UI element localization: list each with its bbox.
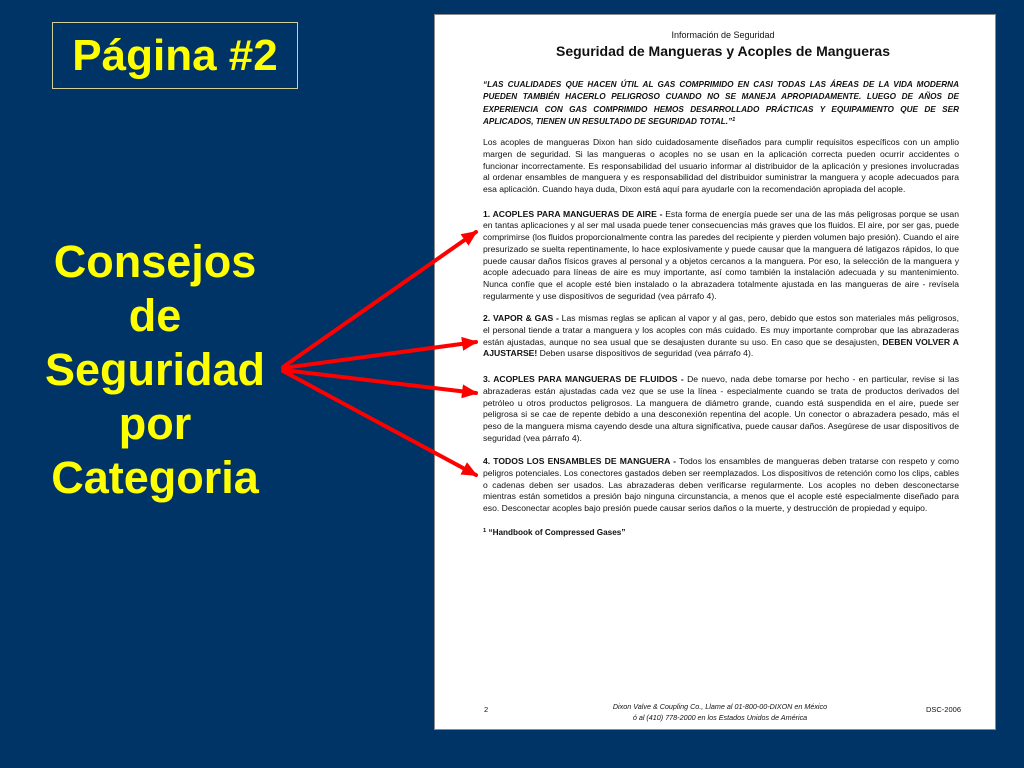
footer-contact-line: ó al (410) 778-2000 en los Estados Unidos de América: [632, 712, 808, 722]
document-intro: Los acoples de mangueras Dixon han sido cuidadosamente diseñados para cumplir requisitos específicos con un amplio margen de seguridad. Si las mangueras o acoples no se usan en la aplicación correcta pueden ocurrir accidentes o funcionar incorrectamente. Es responsabilidad del usuario informar al distribuidor de la aplicación y presiones involucradas al ordenar ensambles de manguera y es responsabilidad del distribuidor suministrar la manguera y acople adecuados para esa aplicación. Cuando haya duda, Dixon está aquí para ayudarle con la recomendación apropiada del acople.: [483, 137, 959, 194]
section-steam-gas: [483, 313, 959, 360]
document-footnote: [483, 527, 959, 538]
section-heading: 3. ACOPLES PARA MANGUERAS DE FLUIDOS -: [483, 374, 684, 385]
section-body-after: Deben usarse dispositivos de seguridad (vea párrafo 4).: [539, 348, 754, 359]
section-emphasis: DEBEN VOLVER A AJUSTARSE!: [483, 336, 959, 359]
quote-text: “LAS CUALIDADES QUE HACEN ÚTIL AL GAS COMPRIMIDO EN CASI TODAS LAS ÁREAS DE LA VIDA MODERNA PUEDEN TAMBIÉN HACERLO PELIGROSO CUANDO NO SE MANEJA APROPIADAMENTE. LUEGO DE AÑOS DE EXPERIENCIA CON GAS COMPRIMIDO HEMOS DESARROLLADO PRÁCTICAS Y EQUIPAMIENTO QUE DE SER APLICADOS, TIENEN UN RESULTADO DE SEGURIDAD TOTAL.”: [483, 80, 959, 126]
section-body: Esta forma de energía puede ser una de las más peligrosas porque se usan en tantas aplicaciones y al ser mal usada puede tener consecuencias más graves que los fluidos. El aire, por ser gas, puede comprimirse (los fluidos proporcionalmente contra las paredes del recipiente y pierden volumen bajo presión). Cuando el aire presurizado se suelta repentinamente, lo hace explosivamente y puede causar que la manguera dé latigazos rápidos, lo que puede causar daños físicos graves al personal y a objetos cercanos a la manguera. Por eso, la selección de la manguera y acople adecuado para líneas de aire es muy importante, así como también la instalación adecuada y su mantenimiento. Nunca confíe que el acople esté bien instalado o la abrazadera totalmente ajustada en las mangueras de aire - revísela regularmente y use dispositivos de seguridad (vea párrafo 4).: [483, 208, 959, 301]
slide-title-box: [52, 22, 298, 89]
section-heading: 2. VAPOR & GAS -: [483, 313, 559, 324]
footer-contact-line: Dixon Valve & Coupling Co., Llame al 01-800-00-DIXON en México: [612, 702, 828, 711]
footnote-text: “Handbook of Compressed Gases”: [488, 527, 626, 537]
side-heading-line: de: [128, 290, 182, 341]
document-kicker: Información de Seguridad: [671, 30, 775, 40]
footer-contact: [585, 702, 855, 723]
footer-page-number: 2: [484, 705, 489, 714]
document-page-image: [435, 15, 995, 729]
footnote-marker: 1: [483, 528, 487, 535]
section-body: De nuevo, nada debe tomarse por hecho - en particular, revise si las abrazaderas están ajustadas cada vez que se use la línea - especialmente cuando se trata de productos derivados del petróleo u otros productos peligrosos. La manguera de diámetro grande, cuando está suspendida en el aire, puede ser peligrosa si se cae de repente debido a una desconexión repentina del acople. Un conector o abrazadera pesado, más el peso de la manguera misma cayendo desde una altura significativa, puede causar daños. Asegúrese de usar dispositivos de seguridad (vea párrafo 4).: [483, 374, 959, 443]
document-body: [483, 79, 959, 538]
side-heading: [30, 235, 280, 505]
side-heading-line: Seguridad: [44, 344, 266, 395]
section-air-hoses: [483, 209, 959, 303]
section-heading: 1. ACOPLES PARA MANGUERAS DE AIRE -: [483, 208, 663, 219]
side-heading-line: Categoria: [51, 452, 259, 503]
document-quote: [483, 79, 959, 128]
footnote-reference: 1: [732, 117, 736, 124]
section-fluid-hoses: [483, 374, 959, 444]
section-body: Las mismas reglas se aplican al vapor y al gas, pero, debido que estos son materiales más peligrosos, el personal tiende a tratar a manguera y los acoples con más cuidado. Es muy importante comprobar que las abrazaderas están ajustadas, aunque no sea usual que se desajusten durante su uso. En caso que se desajusten,: [483, 313, 959, 347]
section-body: Todos los ensambles de mangueras deben tratarse con respeto y como peligros potenciales. Los conectores gastados deben ser reemplazados. Los dispositivos de retención como los clips, cables o cadenas deben ser usados. Las abrazaderas deben verificarse regularmente. Los acoples no deben desconectarse mientras están sometidos a presión bajo ninguna circunstancia, a menos que el acople esté especialmente diseñado para eso. Desconectar acoples bajo presión puede causar serios daños o la muerte, y destrucción de propiedad y equipo.: [483, 456, 959, 514]
document-title: Seguridad de Mangueras y Acoples de Mangueras: [555, 43, 891, 59]
side-heading-line: Consejos: [53, 236, 257, 287]
footer-document-code: DSC-2006: [925, 705, 961, 714]
slide-title: Página #2: [72, 30, 278, 80]
side-heading-line: por: [118, 398, 192, 449]
section-all-assemblies: [483, 456, 959, 515]
section-heading: 4. TODOS LOS ENSAMBLES DE MANGUERA -: [483, 456, 676, 467]
